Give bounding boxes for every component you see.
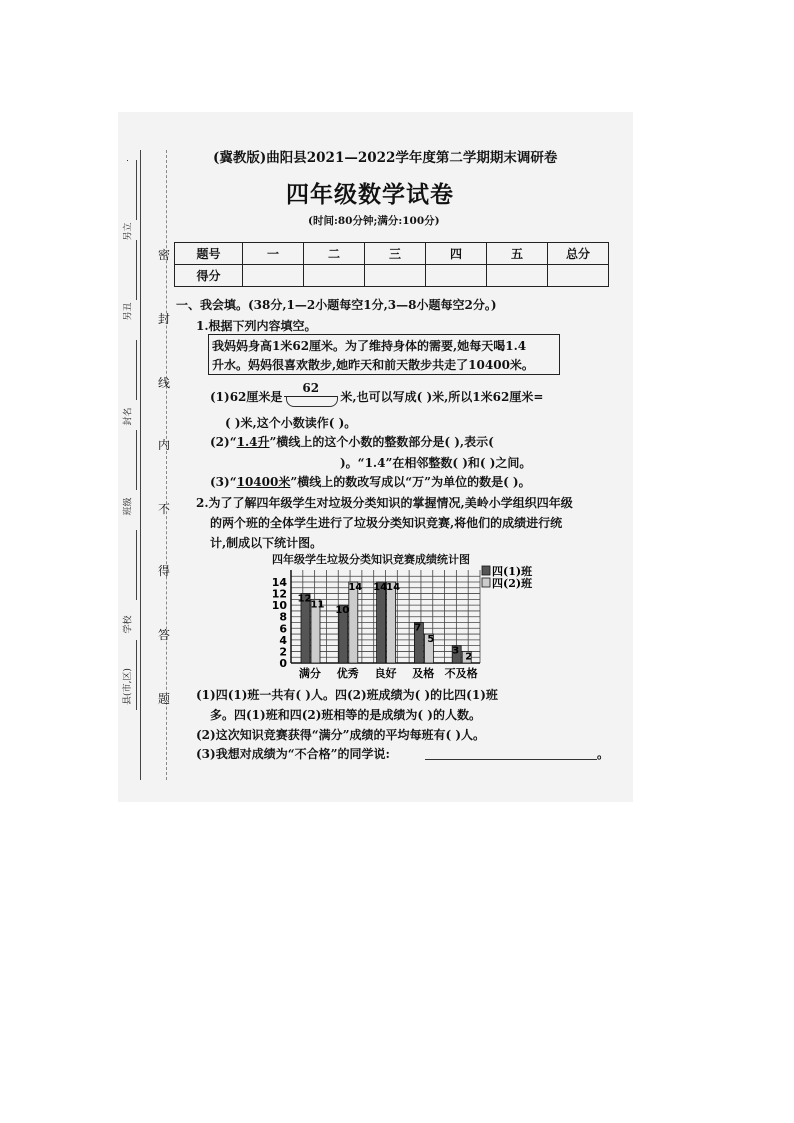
score-cell: 三 — [365, 243, 426, 265]
score-input-cell[interactable] — [243, 265, 304, 287]
y-tick-label: 10 — [271, 599, 287, 613]
q2-line2: 的两个班的全体学生进行了垃圾分类知识竞赛,将他们的成绩进行统 — [210, 516, 563, 530]
q1-part1-line2: ( )米,这个小数读作( )。 — [225, 416, 357, 430]
chart-bar — [349, 582, 358, 663]
chart-legend — [482, 564, 533, 590]
score-input-cell[interactable] — [304, 265, 365, 287]
score-cell: 总分 — [548, 243, 609, 265]
q1-part2-line1 — [210, 433, 494, 450]
side-label-3: 封名 — [123, 407, 134, 426]
side-label-6: 县(市,区) — [122, 668, 133, 705]
q1-part2-underlined: 1.4升 — [236, 435, 270, 449]
bar-chart — [260, 560, 560, 680]
bar-value-label: 2 — [465, 651, 473, 663]
q2-sub1-line1: (1)四(1)班一共有( )人。四(2)班成绩为( )的比四(1)班 — [196, 688, 498, 702]
q2-line3: 计,制成以下统计图。 — [210, 536, 323, 550]
seal-char-1: 密 — [158, 248, 171, 262]
score-cell: 四 — [426, 243, 487, 265]
chart-categories — [299, 666, 478, 680]
category-label: 良好 — [374, 667, 397, 680]
seal-char-2: 封 — [158, 312, 171, 326]
q2-line1: 2.为了了解四年级学生对垃圾分类知识的掌握情况,美岭小学组织四年级 — [196, 496, 573, 510]
section1-heading: 一、我会填。(38分,1—2小题每空1分,3—8小题每空2分。) — [176, 298, 497, 312]
name-fill-line — [127, 160, 128, 161]
field-line-2 — [136, 240, 137, 300]
category-label: 满分 — [298, 667, 321, 680]
q2-sub3-answer-line[interactable] — [425, 759, 597, 760]
field-line-1 — [136, 160, 137, 220]
q2-sub2: (2)这次知识竞赛获得“满分”成绩的平均每班有( )人。 — [196, 728, 486, 742]
score-input-cell[interactable] — [487, 265, 548, 287]
fraction-numerator: 62 — [302, 380, 320, 395]
bar-value-label: 14 — [386, 582, 401, 593]
field-line-5 — [136, 530, 137, 600]
field-line-6 — [136, 640, 137, 710]
score-cell: 一 — [243, 243, 304, 265]
q1-part3-line — [210, 473, 531, 490]
side-label-4: 班级 — [123, 497, 134, 516]
seal-char-3: 线 — [158, 376, 171, 390]
field-line-3 — [136, 340, 137, 400]
chart-y-ticks — [272, 576, 288, 670]
fraction — [282, 380, 340, 405]
score-cell: 二 — [304, 243, 365, 265]
category-label: 不及格 — [444, 667, 478, 680]
legend-label: 四(1)班 — [492, 565, 533, 578]
score-input-cell[interactable] — [548, 265, 609, 287]
category-label: 及格 — [412, 667, 435, 680]
q2-sub1-line2: 多。四(1)班和四(2)班相等的是成绩为( )的人数。 — [210, 708, 481, 722]
info-box-line2: 升水。妈妈很喜欢散步,她昨天和前天散步共走了10400米。 — [212, 358, 534, 372]
q1-part3-text-b: ”横线上的数改写成以“万”为单位的数是( )。 — [290, 475, 531, 489]
binding-line-right — [166, 150, 167, 780]
seal-char-5: 不 — [158, 502, 171, 516]
q1-part1-text-b: 米,也可以写成( )米,所以1米62厘米= — [340, 390, 544, 404]
bar-value-label: 7 — [414, 622, 422, 634]
q1-part1-text-a: (1)62厘米是 — [210, 390, 283, 404]
side-label-2: 另丑 — [123, 302, 134, 321]
field-line-4 — [136, 430, 137, 490]
score-table — [174, 242, 609, 287]
q1-part2-text-a: (2)“ — [210, 435, 237, 449]
legend-swatch — [482, 566, 490, 575]
bar-value-label: 14 — [373, 582, 388, 593]
exam-title: 四年级数学试卷 — [286, 181, 454, 208]
score-cell: 题号 — [175, 243, 243, 265]
chart-bar — [387, 582, 396, 663]
q1-part1-line1 — [210, 380, 544, 405]
q2-sub3-end: 。 — [597, 747, 610, 761]
q1-stem: 1.根据下列内容填空。 — [196, 319, 317, 333]
bar-value-label: 10 — [335, 605, 350, 617]
exam-subtitle: (时间:80分钟;满分:100分) — [308, 215, 440, 227]
y-tick-label: 8 — [279, 610, 287, 624]
score-table-header-row — [175, 243, 609, 265]
bar-value-label: 3 — [452, 645, 460, 657]
seal-char-7: 答 — [158, 628, 171, 642]
legend-swatch — [482, 578, 490, 587]
y-tick-label: 0 — [279, 657, 287, 670]
score-cell: 得分 — [175, 265, 243, 287]
bar-value-label: 5 — [427, 634, 435, 646]
legend-label: 四(2)班 — [492, 577, 533, 590]
q1-part2-line2: )。“1.4”在相邻整数( )和( )之间。 — [340, 456, 532, 470]
score-input-cell[interactable] — [426, 265, 487, 287]
side-label-1: 另立 — [123, 222, 134, 241]
q1-part3-underlined: 10400米 — [236, 475, 291, 489]
side-label-5: 学校 — [123, 615, 134, 634]
exam-header: (冀教版)曲阳县2021—2022学年度第二学期期末调研卷 — [213, 150, 558, 166]
y-tick-label: 4 — [279, 633, 287, 647]
info-box-line1: 我妈妈身高1米62厘米。为了维持身体的需要,她每天喝1.4 — [212, 339, 527, 353]
score-cell: 五 — [487, 243, 548, 265]
q1-part2-text-b: ”横线上的这个小数的整数部分是( ),表示( — [269, 435, 494, 449]
chart-bar — [377, 582, 386, 663]
y-tick-label: 6 — [279, 622, 287, 636]
chart-title: 四年级学生垃圾分类知识竞赛成绩统计图 — [272, 553, 470, 566]
q2-sub3: (3)我想对成绩为“不合格”的同学说: — [196, 747, 390, 761]
seal-char-6: 得 — [158, 564, 171, 578]
seal-char-4: 内 — [158, 438, 171, 452]
bar-value-label: 14 — [348, 582, 363, 593]
y-tick-label: 14 — [271, 576, 287, 589]
q1-part3-text-a: (3)“ — [210, 475, 237, 489]
seal-char-8: 题 — [158, 692, 171, 706]
y-tick-label: 12 — [271, 587, 287, 601]
y-tick-label: 2 — [279, 645, 287, 659]
bar-value-label: 12 — [297, 593, 312, 605]
fraction-denominator-blank[interactable] — [286, 396, 338, 407]
score-table-score-row — [175, 265, 609, 287]
binding-line-left — [140, 150, 141, 780]
score-input-cell[interactable] — [365, 265, 426, 287]
category-label: 优秀 — [336, 667, 359, 680]
bar-value-label: 11 — [310, 599, 325, 611]
